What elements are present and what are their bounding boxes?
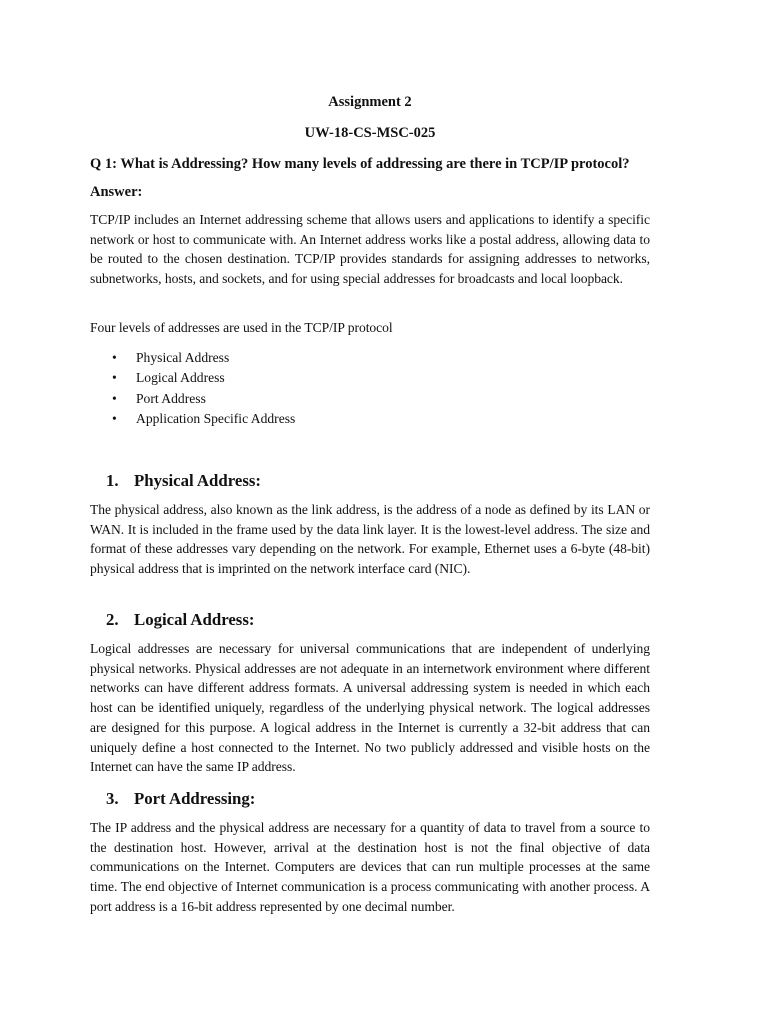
list-item	[112, 348, 295, 368]
list-item-label: Physical Address	[136, 350, 230, 365]
section-number: 3.	[106, 789, 119, 808]
section-heading-port-addressing	[106, 789, 255, 809]
bullet-icon: •	[112, 411, 117, 427]
assignment-title: Assignment 2	[328, 94, 412, 110]
section-body-physical-address: The physical address, also known as the link address, is the address of a node as defined by its LAN or WAN. It is included in the frame used by the data link layer. It is the lowest-level address. The size and format of these addresses vary depending on the network. For example, Ethernet uses a 6-byte (48-bit) physical address that is imprinted on the network interface card (NIC).	[90, 502, 650, 577]
section-number: 2.	[106, 610, 119, 629]
section-heading-physical-address	[106, 471, 261, 491]
list-item-label: Port Address	[136, 390, 206, 406]
bullet-icon: •	[112, 390, 117, 406]
bullet-icon: •	[112, 370, 117, 386]
section-body-port-addressing: The IP address and the physical address are necessary for a quantity of data to travel from a source to the destination host. However, arrival at the destination host is not the final objective of data communications on the Internet. Computers are devices that can run multiple processes at the same time. The end objective of Internet communication is a process communicating with another process. A port address is a 16-bit address represented by one decimal number.	[90, 820, 650, 914]
question-text: Q 1: What is Addressing? How many levels of addressing are there in TCP/IP protocol?	[90, 156, 630, 172]
intro-paragraph: TCP/IP includes an Internet addressing scheme that allows users and applications to identify a specific network or host to communicate with. An Internet address works like a postal address, allowing data to be routed to the chosen destination. TCP/IP provides standards for assigning addresses to networks, subnetworks, hosts, and sockets, and for using special addresses for broadcasts and local loopback.	[90, 212, 650, 287]
section-title: Port Addressing:	[134, 789, 256, 808]
levels-list	[112, 348, 295, 430]
list-item	[112, 368, 295, 388]
list-item	[112, 389, 295, 409]
section-title: Logical Address:	[134, 610, 255, 629]
bullet-icon: •	[112, 350, 117, 365]
levels-intro: Four levels of addresses are used in the TCP/IP protocol	[90, 320, 393, 335]
list-item-label: Application Specific Address	[136, 411, 296, 427]
section-title: Physical Address:	[134, 471, 261, 490]
list-item-label: Logical Address	[136, 370, 225, 386]
answer-label: Answer:	[90, 184, 143, 200]
list-item	[112, 409, 295, 429]
section-body-logical-address: Logical addresses are necessary for universal communications that are independent of underlying physical networks. Physical addresses are not adequate in an internetwork environment where different networks can have different address formats. A universal addressing system is needed in which each host can be identified uniquely, regardless of the underlying physical network. The logical addresses are designed for this purpose. A logical address in the Internet is currently a 32-bit address that can uniquely define a host connected to the Internet. No two publicly addressed and visible hosts on the Internet can have the same IP address.	[90, 641, 650, 775]
section-heading-logical-address	[106, 610, 254, 630]
section-number: 1.	[106, 471, 119, 490]
student-id: UW-18-CS-MSC-025	[304, 125, 436, 141]
